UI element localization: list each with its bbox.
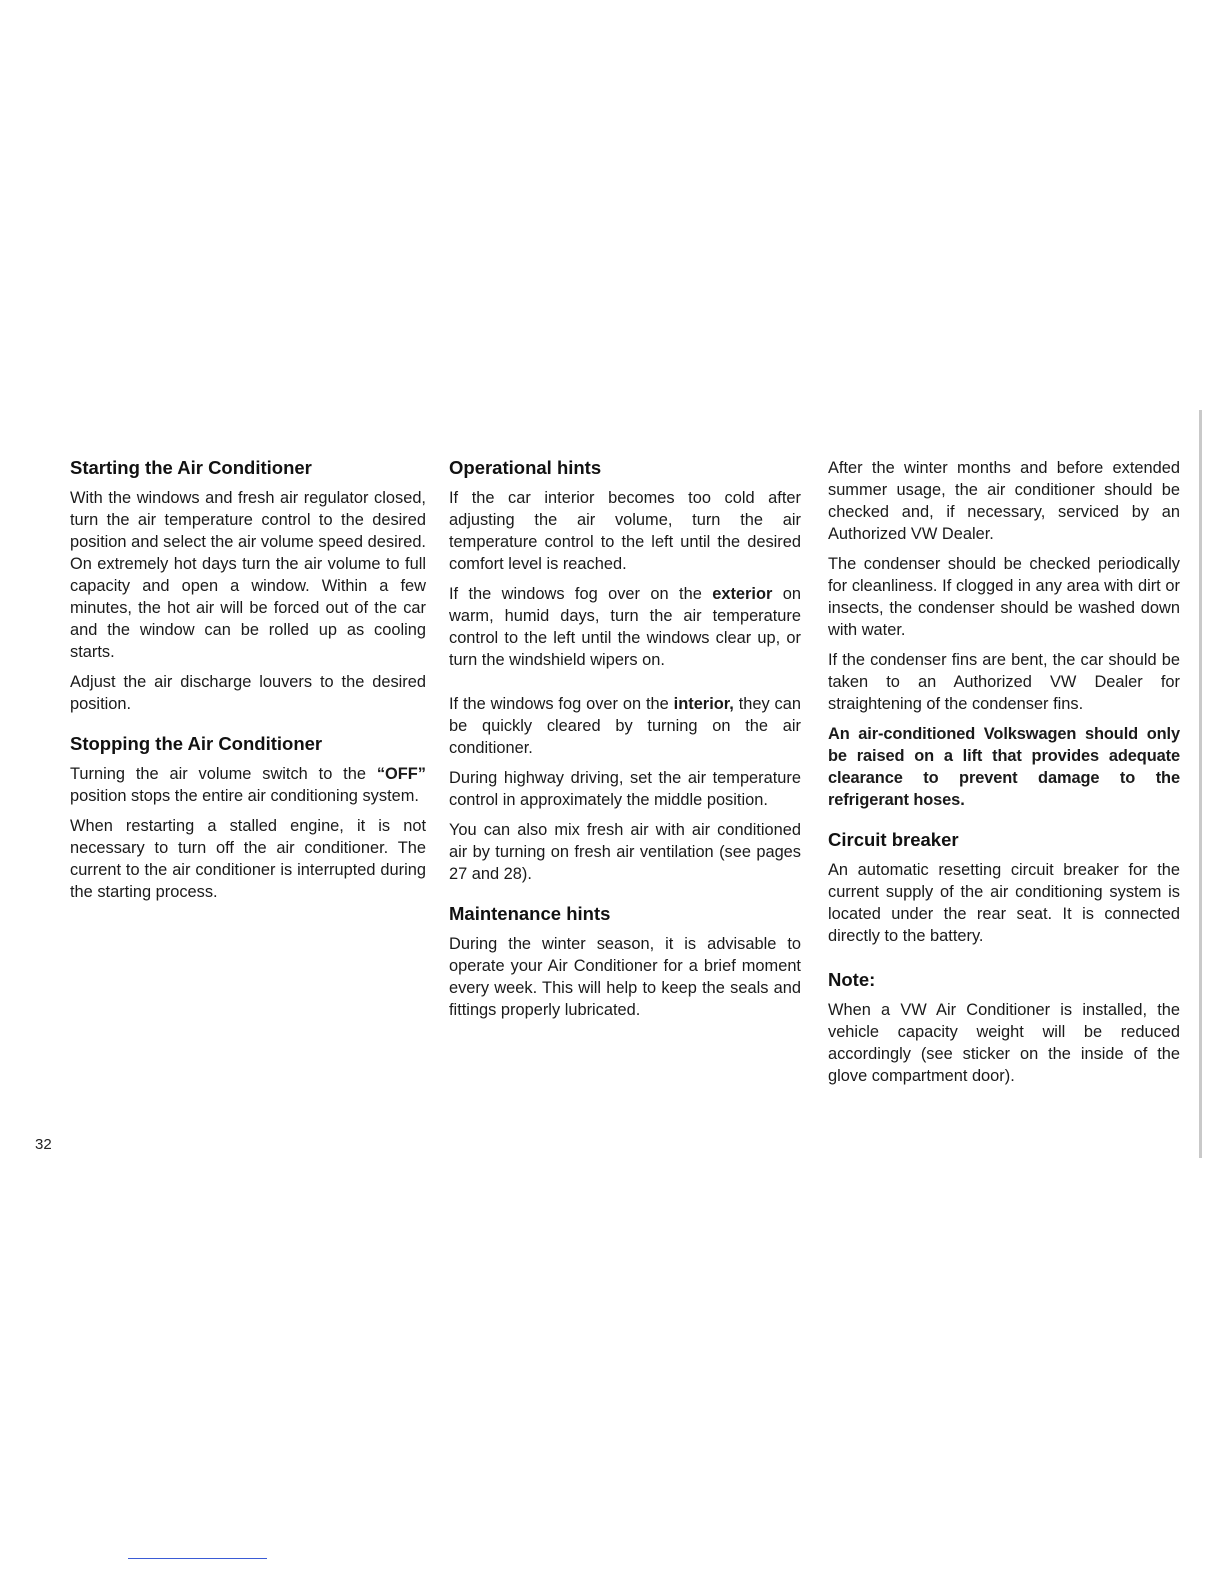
lift-warning: An air-conditioned Volkswagen should only be raised on a lift that provides adequate clearance to prevent damage to the refrigerant hoses. (828, 725, 1180, 809)
text-run: If the windows fog over on the (449, 695, 674, 713)
paragraph-note: When a VW Air Conditioner is installed, the vehicle capacity weight will be reduced accordingly (see sticker on the inside of the glove compartment door). (828, 1001, 1180, 1085)
section-heading-circuit-breaker: Circuit breaker (828, 829, 959, 850)
text-run: position stops the entire air conditioning system. (70, 787, 419, 805)
off-label: “OFF” (376, 765, 426, 783)
note-heading: Note: (828, 969, 876, 990)
paragraph-operational-1: If the car interior becomes too cold after adjusting the air volume, turn the air temperature control to the left until the desired comfort level is reached. (449, 489, 801, 573)
section-heading-stopping: Stopping the Air Conditioner (70, 733, 323, 754)
paragraph-operational-4: During highway driving, set the air temperature control in approximately the middle position. (449, 769, 801, 809)
section-heading-maintenance: Maintenance hints (449, 903, 611, 924)
column-left (70, 457, 426, 911)
section-heading-starting: Starting the Air Conditioner (70, 457, 312, 478)
paragraph-circuit-breaker: An automatic resetting circuit breaker for the current supply of the air conditioning system is located under the rear seat. It is connected directly to the battery. (828, 861, 1180, 945)
paragraph-stopping-1 (70, 763, 426, 807)
paragraph-condenser-2: If the condenser fins are bent, the car should be taken to an Authorized VW Dealer for straightening of the condenser fins. (828, 651, 1180, 713)
paragraph-starting-1: With the windows and fresh air regulator closed, turn the air temperature control to the desired position and select the air volume speed desired. On extremely hot days turn the air volume to full capacity and open a window. Within a few minutes, the hot air will be forced out of the car and the window can be rolled up as cooling starts. (70, 489, 426, 661)
paragraph-condenser-1: The condenser should be checked periodically for cleanliness. If clogged in any area with dirt or insects, the condenser should be washed down with water. (828, 555, 1180, 639)
column-middle (449, 457, 801, 1029)
interior-emphasis: interior, (673, 695, 734, 713)
text-run: If the windows fog over on the (449, 585, 713, 603)
paragraph-maintenance-1: During the winter season, it is advisable to operate your Air Conditioner for a brief moment every week. This will help to keep the seals and fittings properly lubricated. (449, 935, 801, 1019)
paragraph-service-1: After the winter months and before extended summer usage, the air conditioner should be checked and, if necessary, serviced by an Authorized VW Dealer. (828, 459, 1180, 543)
text-run: they can be quickly cleared by turning on the air conditioner. (449, 695, 801, 757)
paragraph-starting-2: Adjust the air discharge louvers to the desired position. (70, 673, 426, 713)
column-right (828, 457, 1180, 1095)
paragraph-operational-5: You can also mix fresh air with air conditioned air by turning on fresh air ventilation (see pages 27 and 28). (449, 821, 801, 883)
text-run: Turning the air volume switch to the (70, 765, 377, 783)
page-number: 32 (35, 1136, 52, 1153)
exterior-emphasis: exterior (712, 585, 773, 603)
paragraph-operational-2 (449, 583, 801, 671)
text-run: on warm, humid days, turn the air temperature control to the left until the windows clear up, or turn the windshield wipers on. (449, 585, 801, 669)
paragraph-stopping-2: When restarting a stalled engine, it is not necessary to turn off the air conditioner. The current to the air conditioner is interrupted during the starting process. (70, 817, 426, 901)
bottom-rule-line (128, 1558, 267, 1559)
section-heading-operational: Operational hints (449, 457, 602, 478)
paragraph-operational-3 (449, 693, 801, 759)
page-edge-shadow (1199, 410, 1202, 1158)
